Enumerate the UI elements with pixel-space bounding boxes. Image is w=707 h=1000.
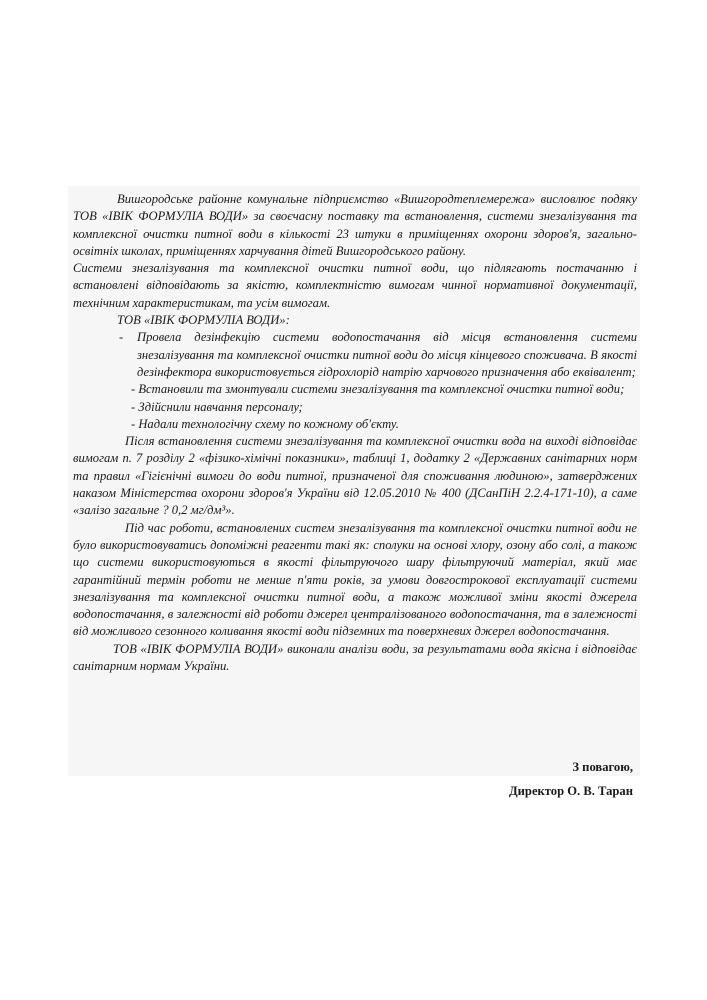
letter-body [73, 191, 637, 675]
list-item-disinfection [73, 329, 637, 381]
paragraph-compliance: Системи знезалізування та комплексної очистки питної води, що підлягають постачанню і встановлені відповідають за якістю, комплектністю вимогам чинної нормативної документації, технічним характеристикам, та усім вимогам. [73, 261, 637, 310]
list-dash: - [119, 330, 124, 345]
signature-line: Директор О. В. Таран [509, 784, 633, 798]
paragraph-gratitude: Вишгородське районне комунальне підприємство «Вишгородтеплемережа» висловлює подяку ТОВ «ІВІК ФОРМУЛІА ВОДИ» за своєчасну поставку та встановлення, системи знезалізування та комплексної очистки питної води в кількості 23 штуки в приміщеннях охорони здоров'я, загально-освітніх школах, приміщеннях харчування дітей Вишгородського району. [73, 192, 637, 258]
list-item-training: - Здійснили навчання персоналу; [131, 399, 303, 414]
paragraph-operation: Під час роботи, встановлених систем знезалізування та комплексної очистки питної води не було використовуватись допоміжні реагенти такі як: сполуки на основі хлору, озону або солі, а також що системи використовуються в якості фільтруючого шару фільтруючий матеріал, який має гарантійний термін роботи не менше п'яти років, за умови довгострокової експлуатації системи знезалізування та комплексної очистки питної води, а також можливої зміни якості джерела водопостачання, в залежності від роботи джерел централізованого водопостачання, та в залежності від можливого сезонного коливання якості води підземних та поверхневих джерел водопостачання. [73, 520, 637, 639]
list-item-installation: - Встановили та змонтували системи знезалізування та комплексної очистки питної води; [131, 382, 625, 397]
actions-list [73, 329, 637, 433]
paragraph-standards: Після встановлення системи знезалізування та комплексної очистки вода на виході відповідає вимогам п. 7 розділу 2 «фізико-хімічні показники», таблиці 1, додатку 2 «Державних санітарних норм та правил «Гігієнічні вимоги до води питної, призначеної для споживання людиною», затверджених наказом Міністерства охорони здоров'я України від 12.05.2010 № 400 (ДСанПіН 2.2.4-171-10), а саме «залізо загальне ? 0,2 мг/дм³». [73, 434, 637, 518]
list-item-text: Провела дезінфекцію системи водопостачання від місця встановлення системи знезалізування та комплексної очистки питної води до місця кінцевого споживача. В якості дезінфектора використовується гідрохлорід натрію харчового призначення або еквівалент; [137, 330, 637, 379]
paragraph-analysis: ТОВ «ІВІК ФОРМУЛІА ВОДИ» виконали аналізи води, за результатами вода якісна і відповідає санітарним нормам України. [73, 641, 637, 674]
closing-regards: З повагою, [572, 760, 633, 774]
paragraph-addressee: ТОВ «ІВІК ФОРМУЛІА ВОДИ»: [117, 313, 290, 328]
list-item-scheme: - Надали технологічну схему по кожному об'єкту. [131, 416, 399, 431]
